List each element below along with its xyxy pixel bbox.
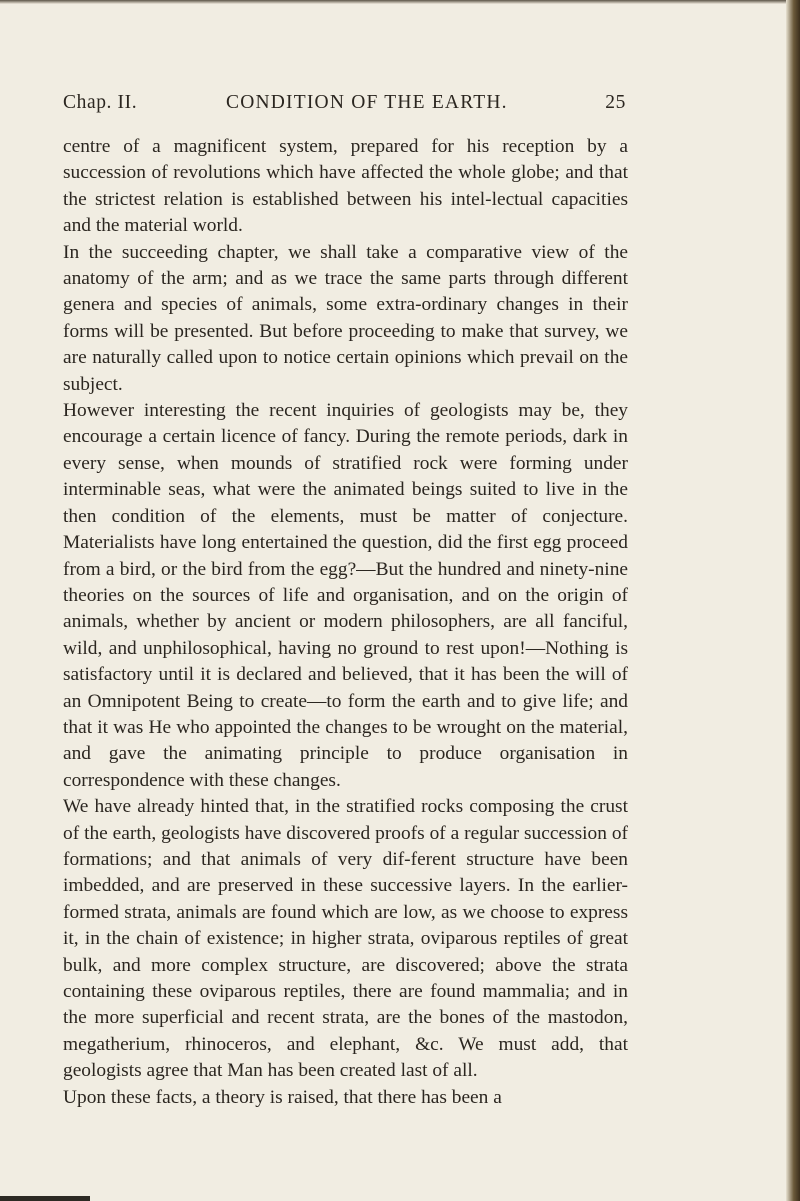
paragraph-5: Upon these facts, a theory is raised, that there has been a [63, 1086, 502, 1108]
chapter-label: Chap. II. [63, 92, 138, 113]
running-title: CONDITION OF THE EARTH. [226, 92, 508, 113]
paragraph-1: centre of a magnificent system, prepared for his reception by a succession of revolutions which have affected the whole globe; and that the strictest relation is established between his intel-lectual capacities and the material world. [63, 136, 628, 237]
page-number: 25 [605, 92, 626, 113]
paragraph-2: In the succeeding chapter, we shall take a comparative view of the anatomy of the arm; and as we trace the same parts through different genera and species of animals, some extra-ordinary changes in their forms will be presented. But before proceeding to make that survey, we are naturally called upon to notice certain opinions which prevail on the subject. [63, 241, 628, 395]
body-text [63, 134, 628, 1111]
page-binding-edge [786, 0, 800, 1201]
running-head [63, 92, 626, 118]
paragraph-3: However interesting the recent inquiries of geologists may be, they encourage a certain licence of fancy. During the remote periods, dark in every sense, when mounds of stratified rock were forming under interminable seas, what were the animated beings suited to live in the then condition of the elements, must be matter of conjecture. Materialists have long entertained the question, did the first egg proceed from a bird, or the bird from the egg?—But the hundred and ninety-nine theories on the sources of life and organisation, and on the origin of animals, whether by ancient or modern philosophers, are all fanciful, wild, and unphilosophical, having no ground to rest upon!—Nothing is satisfactory until it is declared and believed, that it has been the will of an Omnipotent Being to create—to form the earth and to give life; and that it was He who appointed the changes to be wrought on the material, and gave the animating principle to produce organisation in correspondence with these changes. [63, 400, 628, 791]
page-top-edge [0, 0, 800, 4]
page-bottom-edge [0, 1196, 90, 1201]
paragraph-4: We have already hinted that, in the stratified rocks composing the crust of the earth, geologists have discovered proofs of a regular succession of formations; and that animals of very dif-ferent structure have been imbedded, and are preserved in these successive layers. In the earlier-formed strata, animals are found which are low, as we choose to express it, in the chain of existence; in higher strata, oviparous reptiles of great bulk, and more complex structure, are discovered; above the strata containing these oviparous reptiles, there are found mammalia; and in the more superficial and recent strata, are the bones of the mastodon, megatherium, rhinoceros, and elephant, &c. We must add, that geologists agree that Man has been created last of all. [63, 796, 628, 1082]
